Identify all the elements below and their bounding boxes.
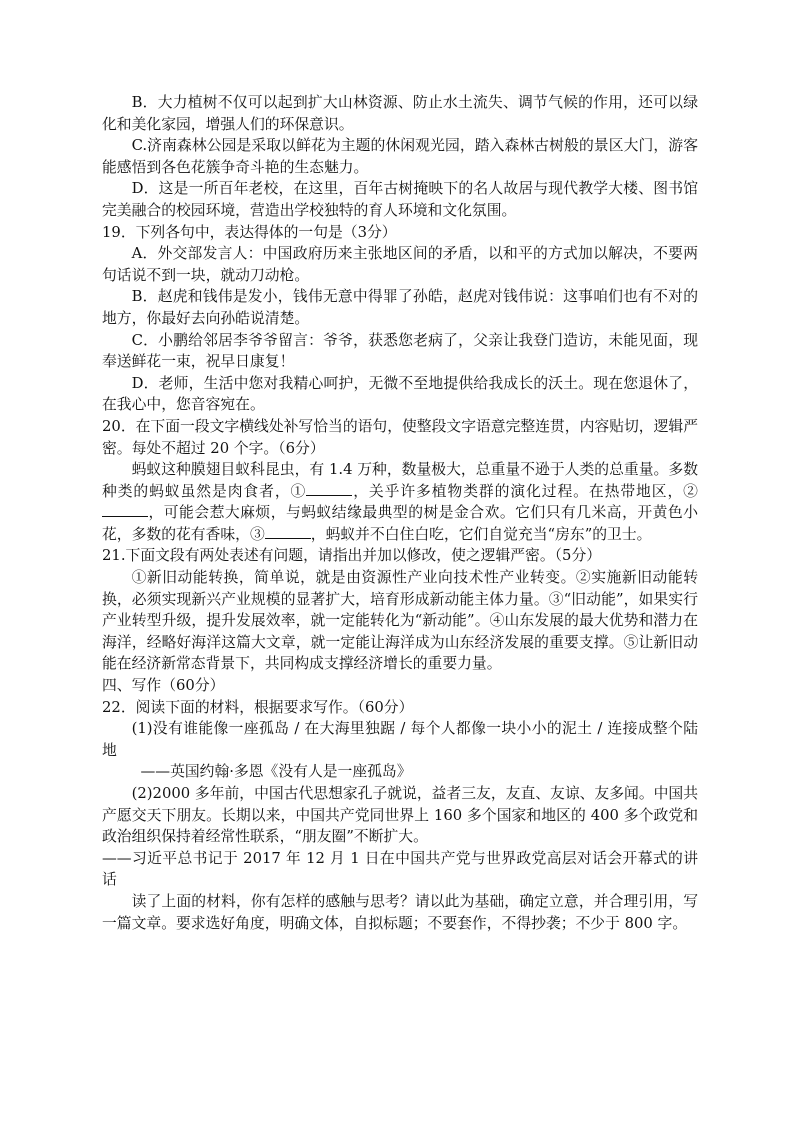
q22-material-2: (2)2000 多年前，中国古代思想家孔子就说，益者三友，友直、友谅、友多闻。中国共产愿交天下朋友。长期以来，中国共产党同世界上 160 多个国家和地区的 400 多个政党和政治组织保持着经常性联系，“朋友圈”不断扩大。 — [102, 785, 699, 846]
page-content — [102, 92, 698, 934]
section-4-heading: 四、写作（60分） — [102, 677, 225, 695]
blank-2[interactable] — [102, 502, 148, 517]
q22-material-2-source: ——习近平总书记于 2017 年 12 月 1 日在中国共产党与世界政党高层对话会开幕式的讲话 — [102, 849, 698, 889]
q22-material-1: (1)没有谁能像一座孤岛 / 在大海里独踞 / 每个人都像一块小小的泥土 / 连接成整个陆地 — [102, 720, 698, 759]
q22-requirements: 读了上面的材料，你有怎样的感触与思考？请以此为基础，确定立意，并合理引用，写一篇文章。要求选好角度，明确文体，自拟标题；不要套作，不得抄袭；不少于 800 字。 — [102, 892, 698, 932]
q19-option-b: B．赵虎和钱伟是发小，钱伟无意中得罪了孙皓，赵虎对钱伟说：这事咱们也有不对的地方，你最好去向孙皓说清楚。 — [102, 288, 698, 327]
q20-stem: 20．在下面一段文字横线处补写恰当的语句，使整段文字语意完整连贯，内容贴切，逻辑严密。每处不超过 20 个字。（6分） — [102, 417, 698, 457]
q21-stem: 21.下面文段有两处表述有问题，请指出并加以修改，使之逻辑严密。（5分） — [102, 547, 602, 565]
q18-option-d: D．这是一所百年老校，在这里，百年古树掩映下的名人故居与现代教学大楼、图书馆完美融合的校园环境，营造出学校独特的育人环境和文化氛围。 — [102, 180, 698, 219]
q18-option-c: C.济南森林公园是采取以鲜花为主题的休闲观光园，踏入森林古树般的景区大门，游客能感悟到各色花簇争奇斗艳的生态魅力。 — [102, 137, 698, 176]
q20-text-4: ，蚂蚁并不白住白吃，它们自觉充当“房东”的卫士。 — [310, 525, 652, 543]
q22-stem: 22．阅读下面的材料，根据要求写作。（60分） — [102, 698, 414, 716]
q18-option-b: B．大力植树不仅可以起到扩大山林资源、防止水土流失、调节气候的作用，还可以绿化和美化家园，增强人们的环保意识。 — [102, 94, 698, 133]
q20-text-2: ，关乎许多植物类群的演化过程。在热带地区，② — [352, 482, 698, 500]
q20-passage — [102, 459, 698, 545]
q19-option-d: D．老师，生活中您对我精心呵护，无微不至地提供给我成长的沃土。现在您退休了，在我心中，您音容宛在。 — [102, 374, 698, 414]
blank-3[interactable] — [265, 524, 311, 539]
q20-text-1: 蚂蚁这种膜翅目蚁科昆虫，有 1.4 万种，数量极大，总重量不逊于人类的总重量。多数种类的蚂蚁虽然是肉食者，① — [102, 461, 698, 500]
q21-body: ①新旧动能转换，简单说，就是由资源性产业向技术性产业转变。②实施新旧动能转换，必须实现新兴产业规模的显著扩大，培育形成新动能主体力量。③“旧动能”，如果实行产业转型升级，提升发展效率，就一定能转化为“新动能”。④山东发展的最大优势和潜力在海洋，经略好海洋这篇大文章，就一定能让海洋成为山东经济发展的重要支撑。⑤让新旧动能在经济新常态背景下，共同构成支撑经济增长的重要力量。 — [102, 569, 698, 673]
q22-material-1-source: ——英国约翰·多恩《没有人是一座孤岛》 — [140, 763, 412, 781]
q19-option-c: C．小鹏给邻居李爷爷留言：爷爷，获悉您老病了，父亲让我登门造访，未能见面，现奉送鲜花一束，祝早日康复！ — [102, 331, 698, 371]
q19-option-a: A．外交部发言人：中国政府历来主张地区间的矛盾，以和平的方式加以解决，不要两句话说不到一块，就动刀动枪。 — [102, 245, 698, 284]
q19-stem: 19．下列各句中，表达得体的一句是（3分） — [102, 223, 397, 241]
blank-1[interactable] — [306, 481, 352, 496]
q20-text-3: ，可能会惹大麻烦，与蚂蚁结缘最典型的树是金合欢。它们只有几米高，开黄色小花，多数的花有香味，③ — [102, 504, 698, 543]
